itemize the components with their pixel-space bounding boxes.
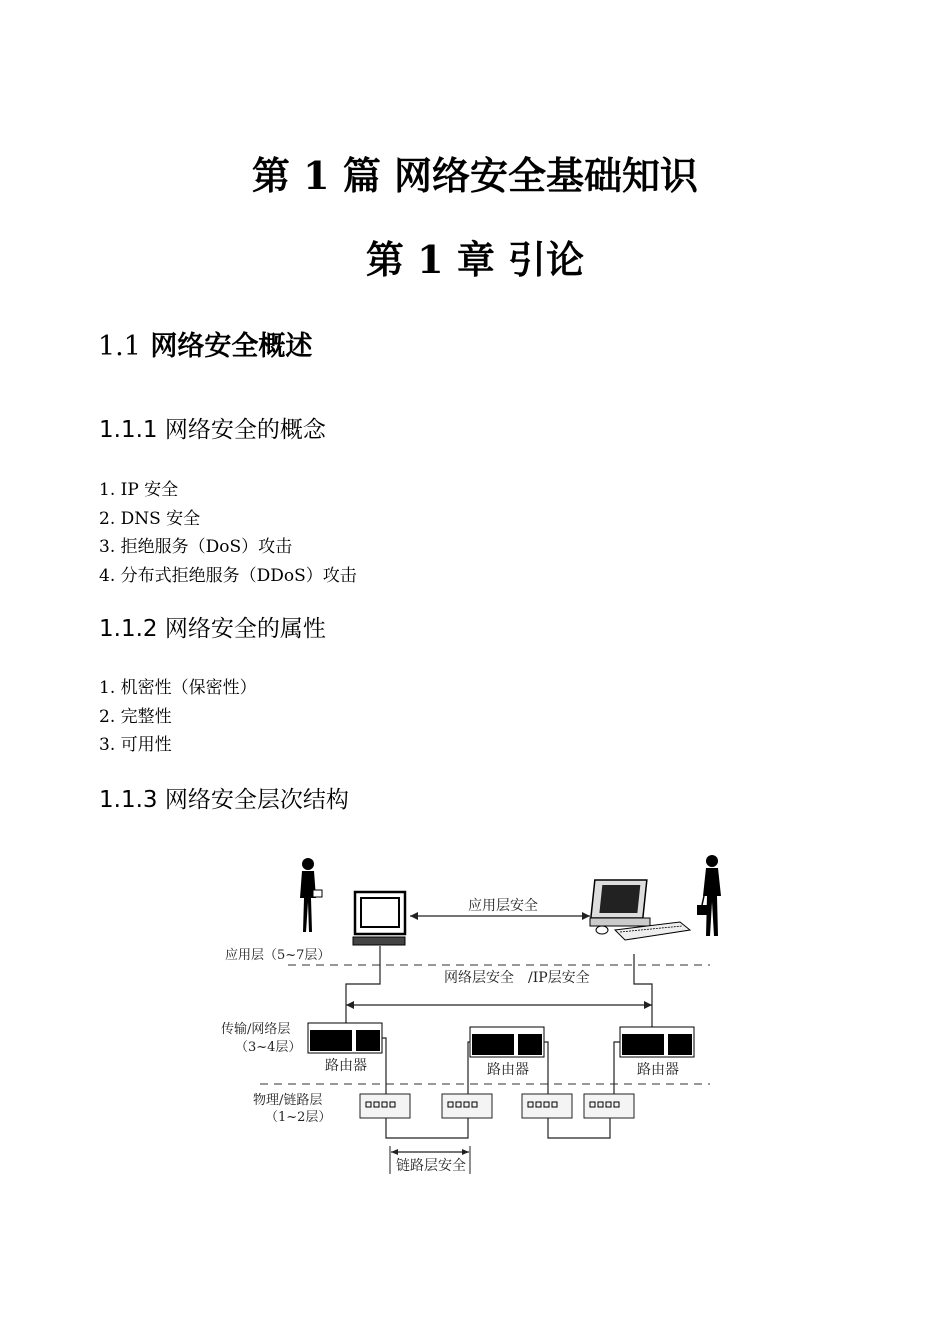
subsection-heading-attributes: 1.1.2 网络安全的属性 (99, 616, 326, 642)
person-right-icon (697, 855, 721, 936)
section-heading (98, 333, 312, 360)
router-middle-icon (470, 1027, 544, 1057)
list-item: 2. 完整性 (99, 706, 172, 727)
layer-label-physical: 物理/链路层 (253, 1093, 323, 1108)
list-item: 2. DNS 安全 (99, 508, 201, 529)
layer-label-transport-range: （3~4层） (235, 1040, 302, 1055)
person-left-icon (300, 858, 322, 932)
layer-label-physical-range: （1~2层） (265, 1110, 332, 1125)
subsection-heading-concept: 1.1.1 网络安全的概念 (99, 417, 326, 443)
modem-icon-4 (584, 1094, 634, 1118)
section-title: 网络安全概述 (150, 331, 313, 362)
layer-label-transport: 传输/网络层 (221, 1022, 291, 1037)
subsection-heading-hierarchy: 1.1.3 网络安全层次结构 (99, 787, 349, 813)
list-item: 1. 机密性（保密性） (99, 678, 257, 698)
router-left-icon (308, 1023, 382, 1053)
modem-icon-3 (522, 1094, 572, 1118)
list-item: 3. 可用性 (99, 735, 172, 755)
chapter-title: 第 1 章 引论 (365, 237, 585, 282)
part-title: 第 1 篇 网络安全基础知识 (251, 153, 699, 198)
section-number: 1.1 (98, 331, 141, 362)
modem-icon-2 (442, 1094, 492, 1118)
computer-left-icon (353, 892, 405, 945)
link-security-label: 链路层安全 (396, 1158, 466, 1174)
list-item: 4. 分布式拒绝服务（DDoS）攻击 (99, 565, 357, 586)
concept-list (99, 476, 357, 590)
layer-label-application: 应用层（5~7层） (225, 948, 331, 963)
list-item: 1. IP 安全 (99, 480, 179, 500)
app-security-label: 应用层安全 (468, 898, 538, 914)
modem-icon-1 (360, 1094, 410, 1118)
network-security-hierarchy-diagram (210, 850, 750, 1180)
list-item: 3. 拒绝服务（DoS）攻击 (99, 537, 293, 557)
router-label: 路由器 (637, 1062, 679, 1078)
attribute-list (99, 674, 257, 760)
router-label: 路由器 (487, 1062, 529, 1078)
router-label: 路由器 (325, 1058, 367, 1074)
network-security-label: 网络层安全 /IP层安全 (444, 970, 590, 986)
computer-right-icon (590, 880, 690, 940)
router-right-icon (620, 1027, 694, 1057)
